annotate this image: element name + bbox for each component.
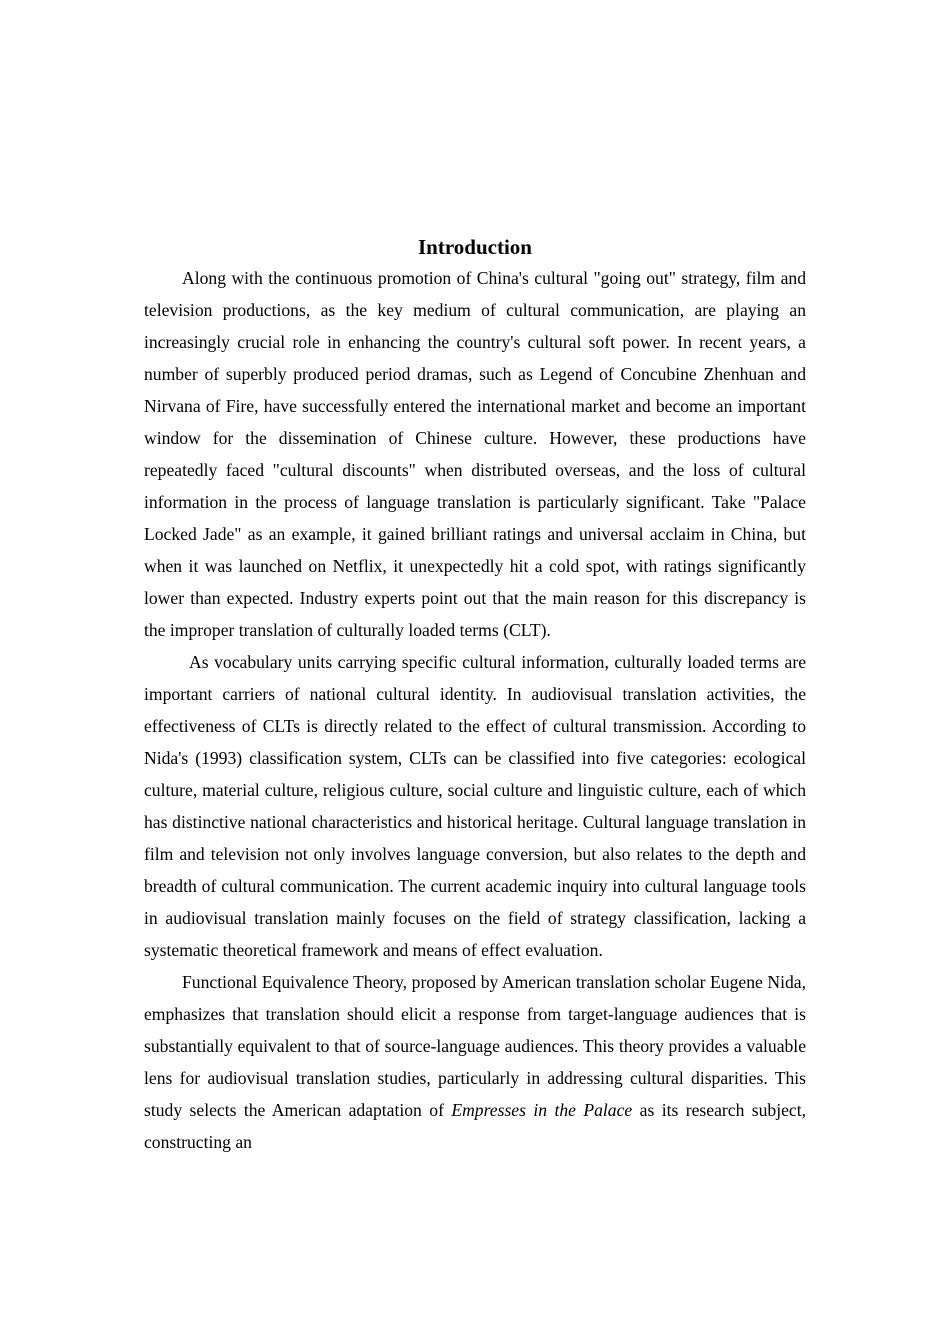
drama-title-italic: Empresses in the Palace (451, 1100, 633, 1120)
paragraph-3-text-end: as its research subject, constructing an (144, 1100, 807, 1152)
paragraph-2: As vocabulary units carrying specific cultural information, culturally loaded terms are important carriers of national cultural identity. In audiovisual translation activities, the effectiveness of CLTs is directly related to the effect of cultural transmission. According to Nida's (1993) classification system, CLTs can be classified into five categories: ecological culture, material culture, religious culture, social culture and linguistic culture, each of which has distinctive national characteristics and historical heritage. Cultural language translation in film and television not only involves language conversion, but also relates to the depth and breadth of cultural communication. The current academic inquiry into cultural language tools in audiovisual translation mainly focuses on the field of strategy classification, lacking a systematic theoretical framework and means of effect evaluation. (144, 652, 806, 960)
paragraph-1: Along with the continuous promotion of China's cultural "going out" strategy, film and television productions, as the key medium of cultural communication, are playing an increasingly crucial role in enhancing the country's cultural soft power. In recent years, a number of superbly produced period dramas, such as Legend of Concubine Zhenhuan and Nirvana of Fire, have successfully entered the international market and become an important window for the dissemination of Chinese culture. However, these productions have repeatedly faced "cultural discounts" when distributed overseas, and the loss of cultural information in the process of language translation is particularly significant. Take "Palace Locked Jade" as an example, it gained brilliant ratings and universal acclaim in China, but when it was launched on Netflix, it unexpectedly hit a cold spot, with ratings significantly lower than expected. Industry experts point out that the main reason for this discrepancy is the improper translation of culturally loaded terms (CLT). (144, 268, 806, 640)
paragraph-3 (144, 966, 806, 1158)
paragraph-3-text-start: Functional Equivalence Theory, proposed by American translation scholar Eugene Nida, emphasizes that translation should elicit a response from target-language audiences that is substantially equivalent to that of source-language audiences. This theory provides a valuable lens for audiovisual translation studies, particularly in addressing cultural disparities. This study selects the American adaptation of (144, 972, 806, 1120)
page-title: Introduction (418, 235, 532, 259)
document-body (144, 232, 806, 1158)
